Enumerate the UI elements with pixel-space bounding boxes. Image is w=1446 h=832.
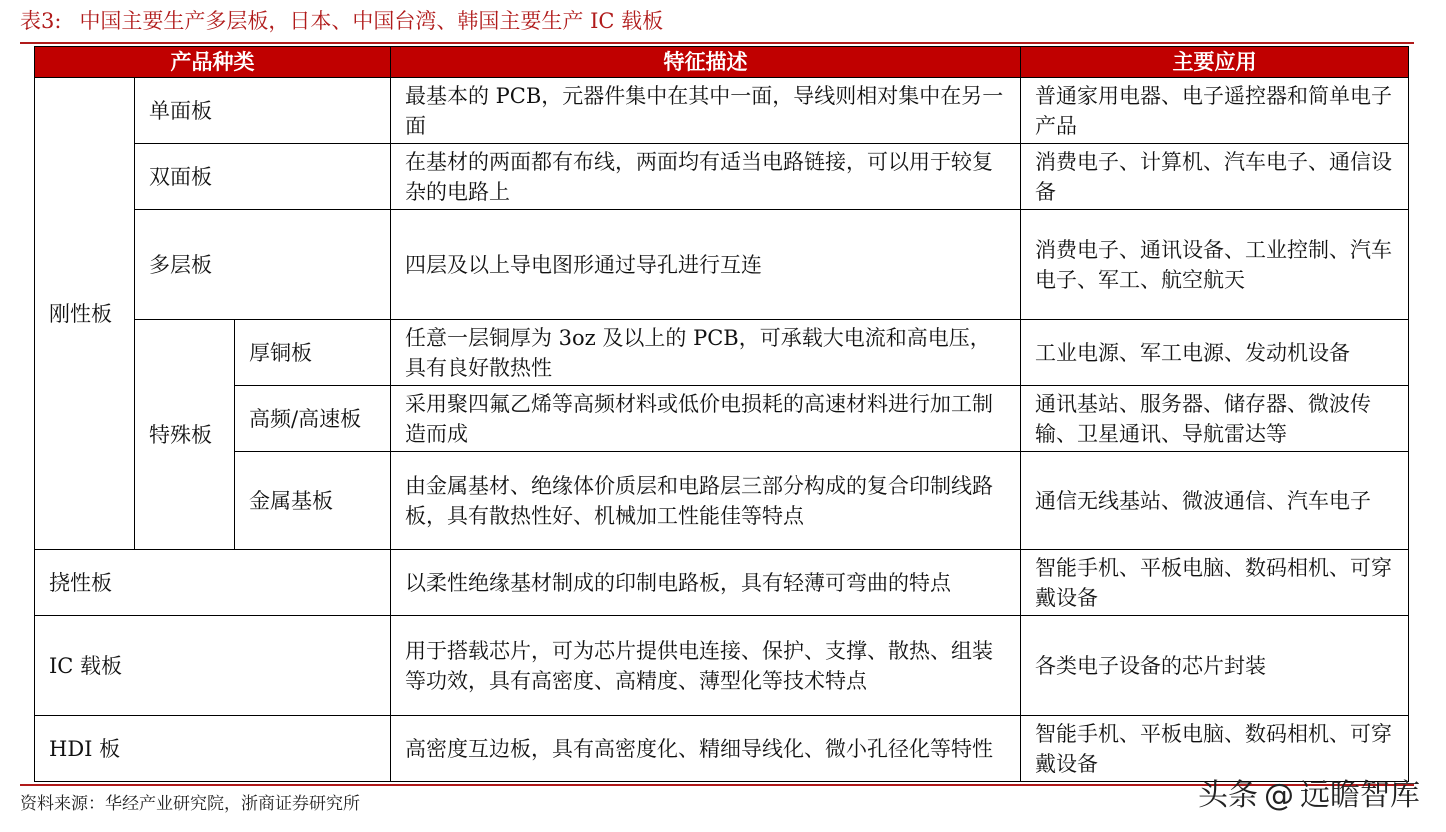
type-cell: 高频/高速板 [235, 386, 391, 452]
table-title: 中国主要生产多层板，日本、中国台湾、韩国主要生产 IC 载板 [79, 9, 664, 33]
type-cell: 金属基板 [235, 452, 391, 550]
application-cell: 通信无线基站、微波通信、汽车电子 [1021, 452, 1409, 550]
description-cell: 采用聚四氟乙烯等高频材料或低价电损耗的高速材料进行加工制造而成 [391, 386, 1021, 452]
application-cell: 消费电子、计算机、汽车电子、通信设备 [1021, 144, 1409, 210]
application-cell: 消费电子、通讯设备、工业控制、汽车电子、军工、航空航天 [1021, 210, 1409, 320]
application-cell: 智能手机、平板电脑、数码相机、可穿戴设备 [1021, 716, 1409, 782]
application-cell: 普通家用电器、电子遥控器和简单电子产品 [1021, 78, 1409, 144]
table-row [35, 550, 1409, 616]
table-row [35, 144, 1409, 210]
description-cell: 高密度互边板，具有高密度化、精细导线化、微小孔径化等特性 [391, 716, 1021, 782]
application-cell: 工业电源、军工电源、发动机设备 [1021, 320, 1409, 386]
source-note: 资料来源：华经产业研究院，浙商证券研究所 [20, 794, 360, 814]
description-cell: 最基本的 PCB，元器件集中在其中一面，导线则相对集中在另一面 [391, 78, 1021, 144]
description-cell: 任意一层铜厚为 3oz 及以上的 PCB，可承载大电流和高电压，具有良好散热性 [391, 320, 1021, 386]
watermark-platform: 头条 [1198, 778, 1258, 813]
table-row [35, 320, 1409, 386]
header-row [35, 47, 1409, 78]
category-special: 特殊板 [135, 320, 235, 550]
table-row [35, 716, 1409, 782]
watermark-at: @ [1264, 778, 1294, 813]
watermark-account: 远瞻智库 [1300, 778, 1420, 813]
table-row [35, 616, 1409, 716]
table-number: 表3: [20, 9, 62, 33]
type-cell: IC 载板 [35, 616, 391, 716]
type-cell: 单面板 [135, 78, 391, 144]
type-cell: 厚铜板 [235, 320, 391, 386]
description-cell: 在基材的两面都有布线，两面均有适当电路链接，可以用于较复杂的电路上 [391, 144, 1021, 210]
type-cell: 挠性板 [35, 550, 391, 616]
category-rigid: 刚性板 [35, 78, 135, 550]
pcb-types-table [34, 46, 1409, 782]
description-cell: 四层及以上导电图形通过导孔进行互连 [391, 210, 1021, 320]
description-cell: 用于搭载芯片，可为芯片提供电连接、保护、支撑、散热、组装等功效，具有高密度、高精度、薄型化等技术特点 [391, 616, 1021, 716]
application-cell: 通讯基站、服务器、储存器、微波传输、卫星通讯、导航雷达等 [1021, 386, 1409, 452]
table-row [35, 452, 1409, 550]
table-row [35, 386, 1409, 452]
header-application: 主要应用 [1021, 47, 1409, 78]
top-rule [20, 42, 1414, 44]
application-cell: 智能手机、平板电脑、数码相机、可穿戴设备 [1021, 550, 1409, 616]
application-cell: 各类电子设备的芯片封装 [1021, 616, 1409, 716]
header-product-type: 产品种类 [35, 47, 391, 78]
table-row [35, 210, 1409, 320]
watermark [1198, 774, 1420, 818]
header-description: 特征描述 [391, 47, 1021, 78]
type-cell: 双面板 [135, 144, 391, 210]
type-cell: HDI 板 [35, 716, 391, 782]
table-caption [20, 4, 663, 38]
description-cell: 以柔性绝缘基材制成的印制电路板，具有轻薄可弯曲的特点 [391, 550, 1021, 616]
type-cell: 多层板 [135, 210, 391, 320]
description-cell: 由金属基材、绝缘体价质层和电路层三部分构成的复合印制线路板，具有散热性好、机械加工性能佳等特点 [391, 452, 1021, 550]
table-row [35, 78, 1409, 144]
